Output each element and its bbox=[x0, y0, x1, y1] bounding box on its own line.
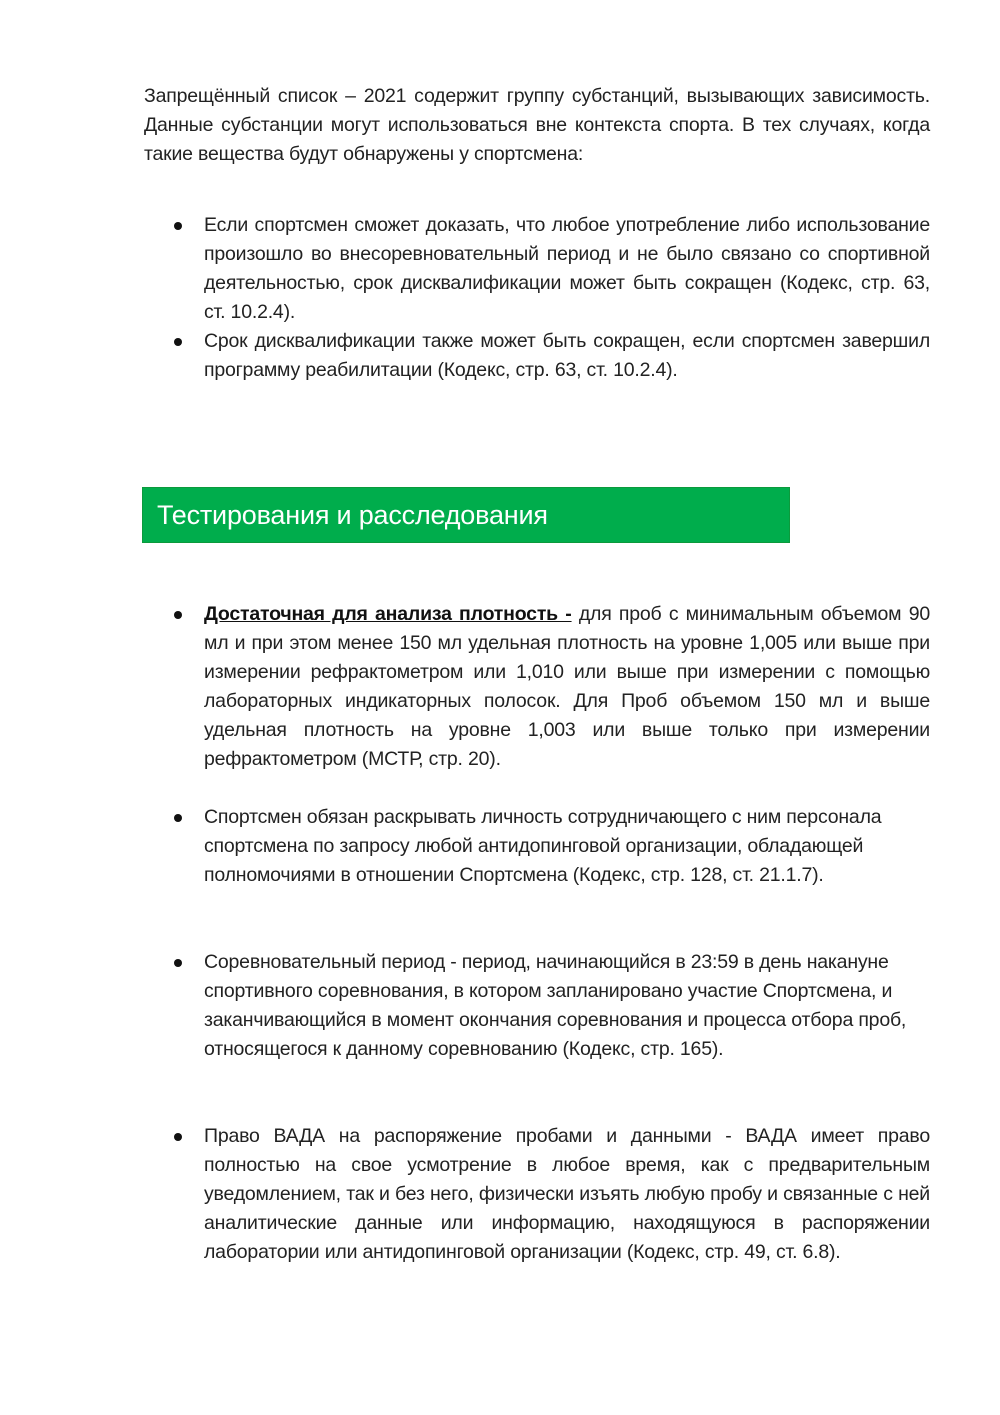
list-item bbox=[170, 803, 930, 890]
list-item bbox=[170, 1122, 930, 1267]
bullet-icon bbox=[174, 611, 182, 619]
bullet-icon bbox=[174, 222, 182, 230]
section-bullet-list bbox=[170, 600, 930, 774]
intro-paragraph: Запрещённый список – 2021 содержит группу субстанций, вызывающих зависимость. Данные субстанции могут использоваться вне контекста спорта. В тех случаях, когда такие вещества будут обнаружены у спортсмена: bbox=[144, 85, 930, 165]
intro-bullet-list bbox=[170, 211, 930, 385]
list-item bbox=[170, 327, 930, 385]
list-item-text: Срок дисквалификации также может быть сокращен, если спортсмен завершил программу реабилитации (Кодекс, стр. 63, ст. 10.2.4). bbox=[204, 330, 930, 381]
list-item bbox=[170, 211, 930, 327]
bullet-icon bbox=[174, 959, 182, 967]
list-item-text: для проб с минимальным объемом 90 мл и при этом менее 150 мл удельная плотность на уровне 1,005 или выше при измерении рефрактометром или 1,010 или выше при измерении с помощью лабораторных индикаторных полосок. Для Проб объемом 150 мл и выше удельная плотность на уровне 1,003 или выше только при измерении рефрактометром (МСТР, стр. 20). bbox=[204, 603, 930, 770]
list-item-text: Спортсмен обязан раскрывать личность сотрудничающего с ним персонала спортсмена по запросу любой антидопинговой организации, обладающей полномочиями в отношении Спортсмена (Кодекс, стр. 128, ст. 21.1.7). bbox=[204, 806, 882, 886]
section-bullet-list bbox=[170, 803, 930, 890]
section-header bbox=[142, 487, 790, 543]
list-item-text: Если спортсмен сможет доказать, что любое употребление либо использование произошло во внесоревновательный период и не было связано со спортивной деятельностью, срок дисквалификации может быть сокращен (Кодекс, стр. 63, ст. 10.2.4). bbox=[204, 214, 930, 323]
defined-term: Достаточная для анализа плотность - bbox=[204, 603, 572, 625]
section-bullet-list bbox=[170, 948, 930, 1064]
bullet-icon bbox=[174, 814, 182, 822]
list-item bbox=[170, 948, 930, 1064]
bullet-icon bbox=[174, 338, 182, 346]
section-title: Тестирования и расследования bbox=[157, 499, 548, 530]
section-bullet-list bbox=[170, 1122, 930, 1267]
list-item-text: Право ВАДА на распоряжение пробами и данными - ВАДА имеет право полностью на свое усмотрение в любое время, как с предварительным уведомлением, так и без него, физически изъять любую пробу и связанные с ней аналитические данные или информацию, находящуюся в распоряжении лаборатории или антидопинговой организации (Кодекс, стр. 49, ст. 6.8). bbox=[204, 1125, 930, 1263]
list-item-text: Соревновательный период - период, начинающийся в 23:59 в день накануне спортивного соревнования, в котором запланировано участие Спортсмена, и заканчивающийся в момент окончания соревнования и процесса отбора проб, относящегося к данному соревнованию (Кодекс, стр. 165). bbox=[204, 951, 907, 1060]
bullet-icon bbox=[174, 1133, 182, 1141]
list-item bbox=[170, 600, 930, 774]
